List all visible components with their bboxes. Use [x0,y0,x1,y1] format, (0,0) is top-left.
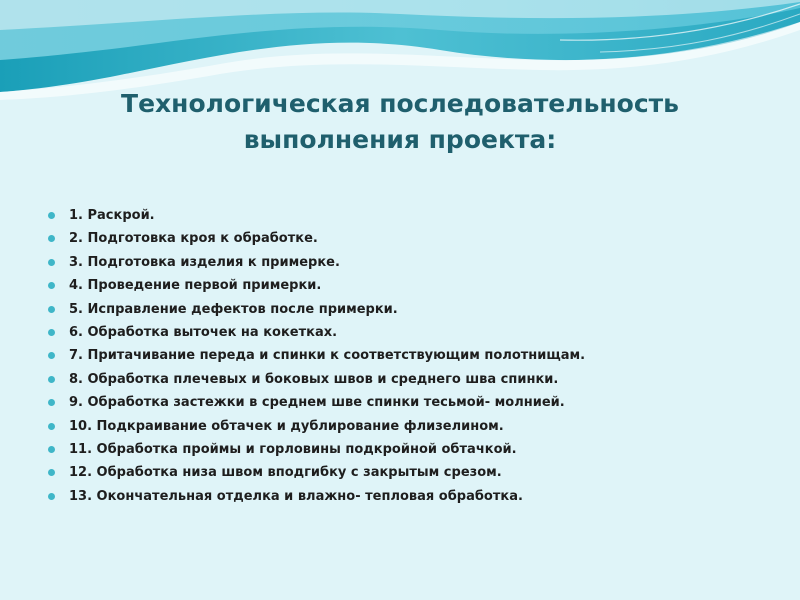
bullet-dot-icon [48,282,55,289]
list-item [48,251,585,274]
list-item-text: 12. Обработка низа швом вподгибку с закрытым срезом. [69,465,502,481]
list-item [48,274,585,297]
list-item-text: 1. Раскрой. [69,208,155,223]
list-item [48,298,585,321]
slide-title-line-1: Технологическая последовательность [121,89,679,118]
bullet-dot-icon [48,329,55,336]
list-item-text: 4. Проведение первой примерки. [69,278,322,294]
bullet-dot-icon [48,446,55,453]
list-item-text: 11. Обработка проймы и горловины подкройной обтачкой. [69,441,517,457]
list-item [48,438,585,461]
bullet-dot-icon [48,352,55,359]
bullet-dot-icon [48,423,55,430]
list-item [48,461,585,484]
list-item [48,227,585,250]
bullet-dot-icon [48,235,55,242]
bullet-dot-icon [48,493,55,500]
list-item-text: 3. Подготовка изделия к примерке. [69,254,340,270]
list-item-text: 9. Обработка застежки в среднем шве спинки тесьмой- молнией. [69,395,565,411]
list-item [48,204,585,227]
list-item [48,391,585,414]
list-item [48,485,585,508]
list-item-text: 2. Подготовка кроя к обработке. [69,231,318,247]
bullet-dot-icon [48,376,55,383]
bullet-dot-icon [48,399,55,406]
list-item-text: 6. Обработка выточек на кокетках. [69,324,338,340]
list-item [48,344,585,367]
list-item [48,321,585,344]
list-item [48,368,585,391]
list-item-text: 7. Притачивание переда и спинки к соответствующим полотнищам. [69,348,586,364]
list-item-text: 13. Окончательная отделка и влажно- тепловая обработка. [69,488,523,504]
list-item-text: 8. Обработка плечевых и боковых швов и среднего шва спинки. [69,371,559,387]
list-item-text: 5. Исправление дефектов после примерки. [69,301,398,317]
list-item [48,415,585,438]
bullet-dot-icon [48,469,55,476]
steps-list [48,204,585,508]
list-item-text: 10. Подкраивание обтачек и дублирование флизелином. [69,418,504,434]
slide-title [0,86,800,158]
bullet-dot-icon [48,212,55,219]
bullet-dot-icon [48,306,55,313]
slide-title-line-2: выполнения проекта: [243,125,557,154]
bullet-dot-icon [48,259,55,266]
